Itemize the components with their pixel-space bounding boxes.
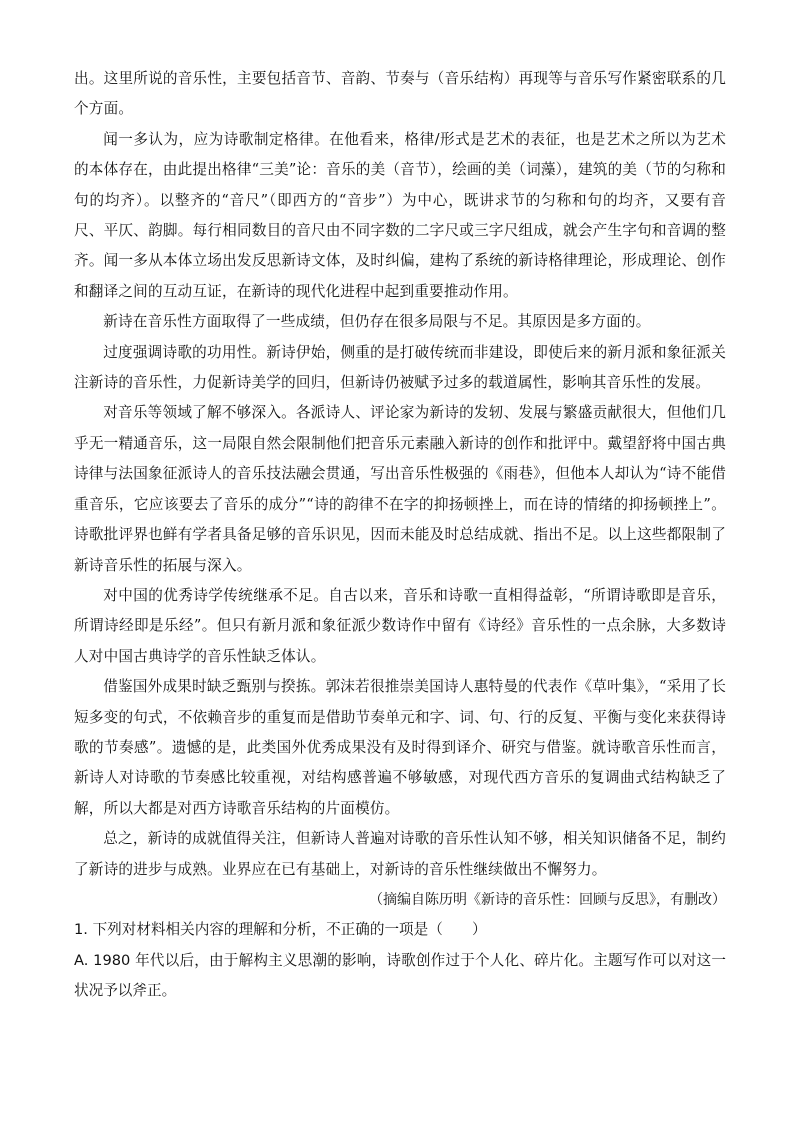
paragraph-5: 对音乐等领域了解不够深入。各派诗人、评论家为新诗的发轫、发展与繁盛贡献很大，但他们几乎无一精通音乐，这一局限自然会限制他们把音乐元素融入新诗的创作和批评中。戴望舒将中国古典诗律与法国象征派诗人的音乐技法融会贯通，写出音乐性极强的《雨巷》，但他本人却认为“诗不能借重音乐，它应该要去了音乐的成分”“诗的韵律不在字的抑扬顿挫上，而在诗的情绪的抑扬顿挫上”。诗歌批评界也鲜有学者具备足够的音乐识见，因而未能及时总结成就、指出不足。以上这些都限制了新诗音乐性的拓展与深入。: [74, 404, 726, 574]
question-option-a: A. 1980 年代以后，由于解构主义思潮的影响，诗歌创作过于个人化、碎片化。主题写作可以对这一状况予以斧正。: [74, 951, 726, 1000]
question-stem: 1. 下列对材料相关内容的理解和分析，不正确的一项是（ ）: [74, 921, 487, 939]
paragraph-3: 新诗在音乐性方面取得了一些成绩，但仍存在很多局限与不足。其原因是多方面的。: [103, 313, 651, 331]
paragraph-2: 闻一多认为，应为诗歌制定格律。在他看来，格律/形式是艺术的表征，也是艺术之所以为艺术的本体存在，由此提出格律“三美”论：音乐的美（音节），绘画的美（词藻），建筑的美（节的匀称和句的均齐）。以整齐的“音尺”（即西方的“音步”）为中心，既讲求节的匀称和句的均齐，又要有音尺、平仄、韵脚。每行相同数目的音尺由不同字数的二字尺或三字尺组成，就会产生字句和音调的整齐。闻一多从本体立场出发反思新诗文体，及时纠偏，建构了系统的新诗格律理论，形成理论、创作和翻译之间的互动互证，在新诗的现代化进程中起到重要推动作用。: [74, 130, 726, 300]
document-content: [74, 64, 726, 1007]
paragraph-7: 借鉴国外成果时缺乏甄别与揆拣。郭沫若很推崇美国诗人惠特曼的代表作《草叶集》，“采用了长短多变的句式，不依赖音步的重复而是借助节奏单元和字、词、句、行的反复、平衡与变化来获得诗歌的节奏感”。遗憾的是，此类国外优秀成果没有及时得到译介、研究与借鉴。就诗歌音乐性而言，新诗人对诗歌的节奏感比较重视，对结构感普遍不够敏感，对现代西方音乐的复调曲式结构缺乏了解，所以大都是对西方诗歌音乐结构的片面模仿。: [74, 678, 726, 817]
paragraph-1: 出。这里所说的音乐性，主要包括音节、音韵、节奏与（音乐结构）再现等与音乐写作紧密联系的几个方面。: [74, 70, 726, 118]
source-citation: （摘编自陈历明《新诗的音乐性：回顾与反思》，有删改）: [369, 891, 726, 908]
paragraph-8: 总之，新诗的成就值得关注，但新诗人普遍对诗歌的音乐性认知不够，相关知识储备不足，制约了新诗的进步与成熟。业界应在已有基础上，对新诗的音乐性继续做出不懈努力。: [74, 830, 726, 878]
paragraph-6: 对中国的优秀诗学传统继承不足。自古以来，音乐和诗歌一直相得益彰，“所谓诗歌即是音乐，所谓诗经即是乐经”。但只有新月派和象征派少数诗作中留有《诗经》音乐性的一点余脉，大多数诗人对中国古典诗学的音乐性缺乏体认。: [74, 586, 726, 665]
paragraph-4: 过度强调诗歌的功用性。新诗伊始，侧重的是打破传统而非建设，即使后来的新月派和象征派关注新诗的音乐性，力促新诗美学的回归，但新诗仍被赋予过多的载道属性，影响其音乐性的发展。: [74, 343, 726, 392]
